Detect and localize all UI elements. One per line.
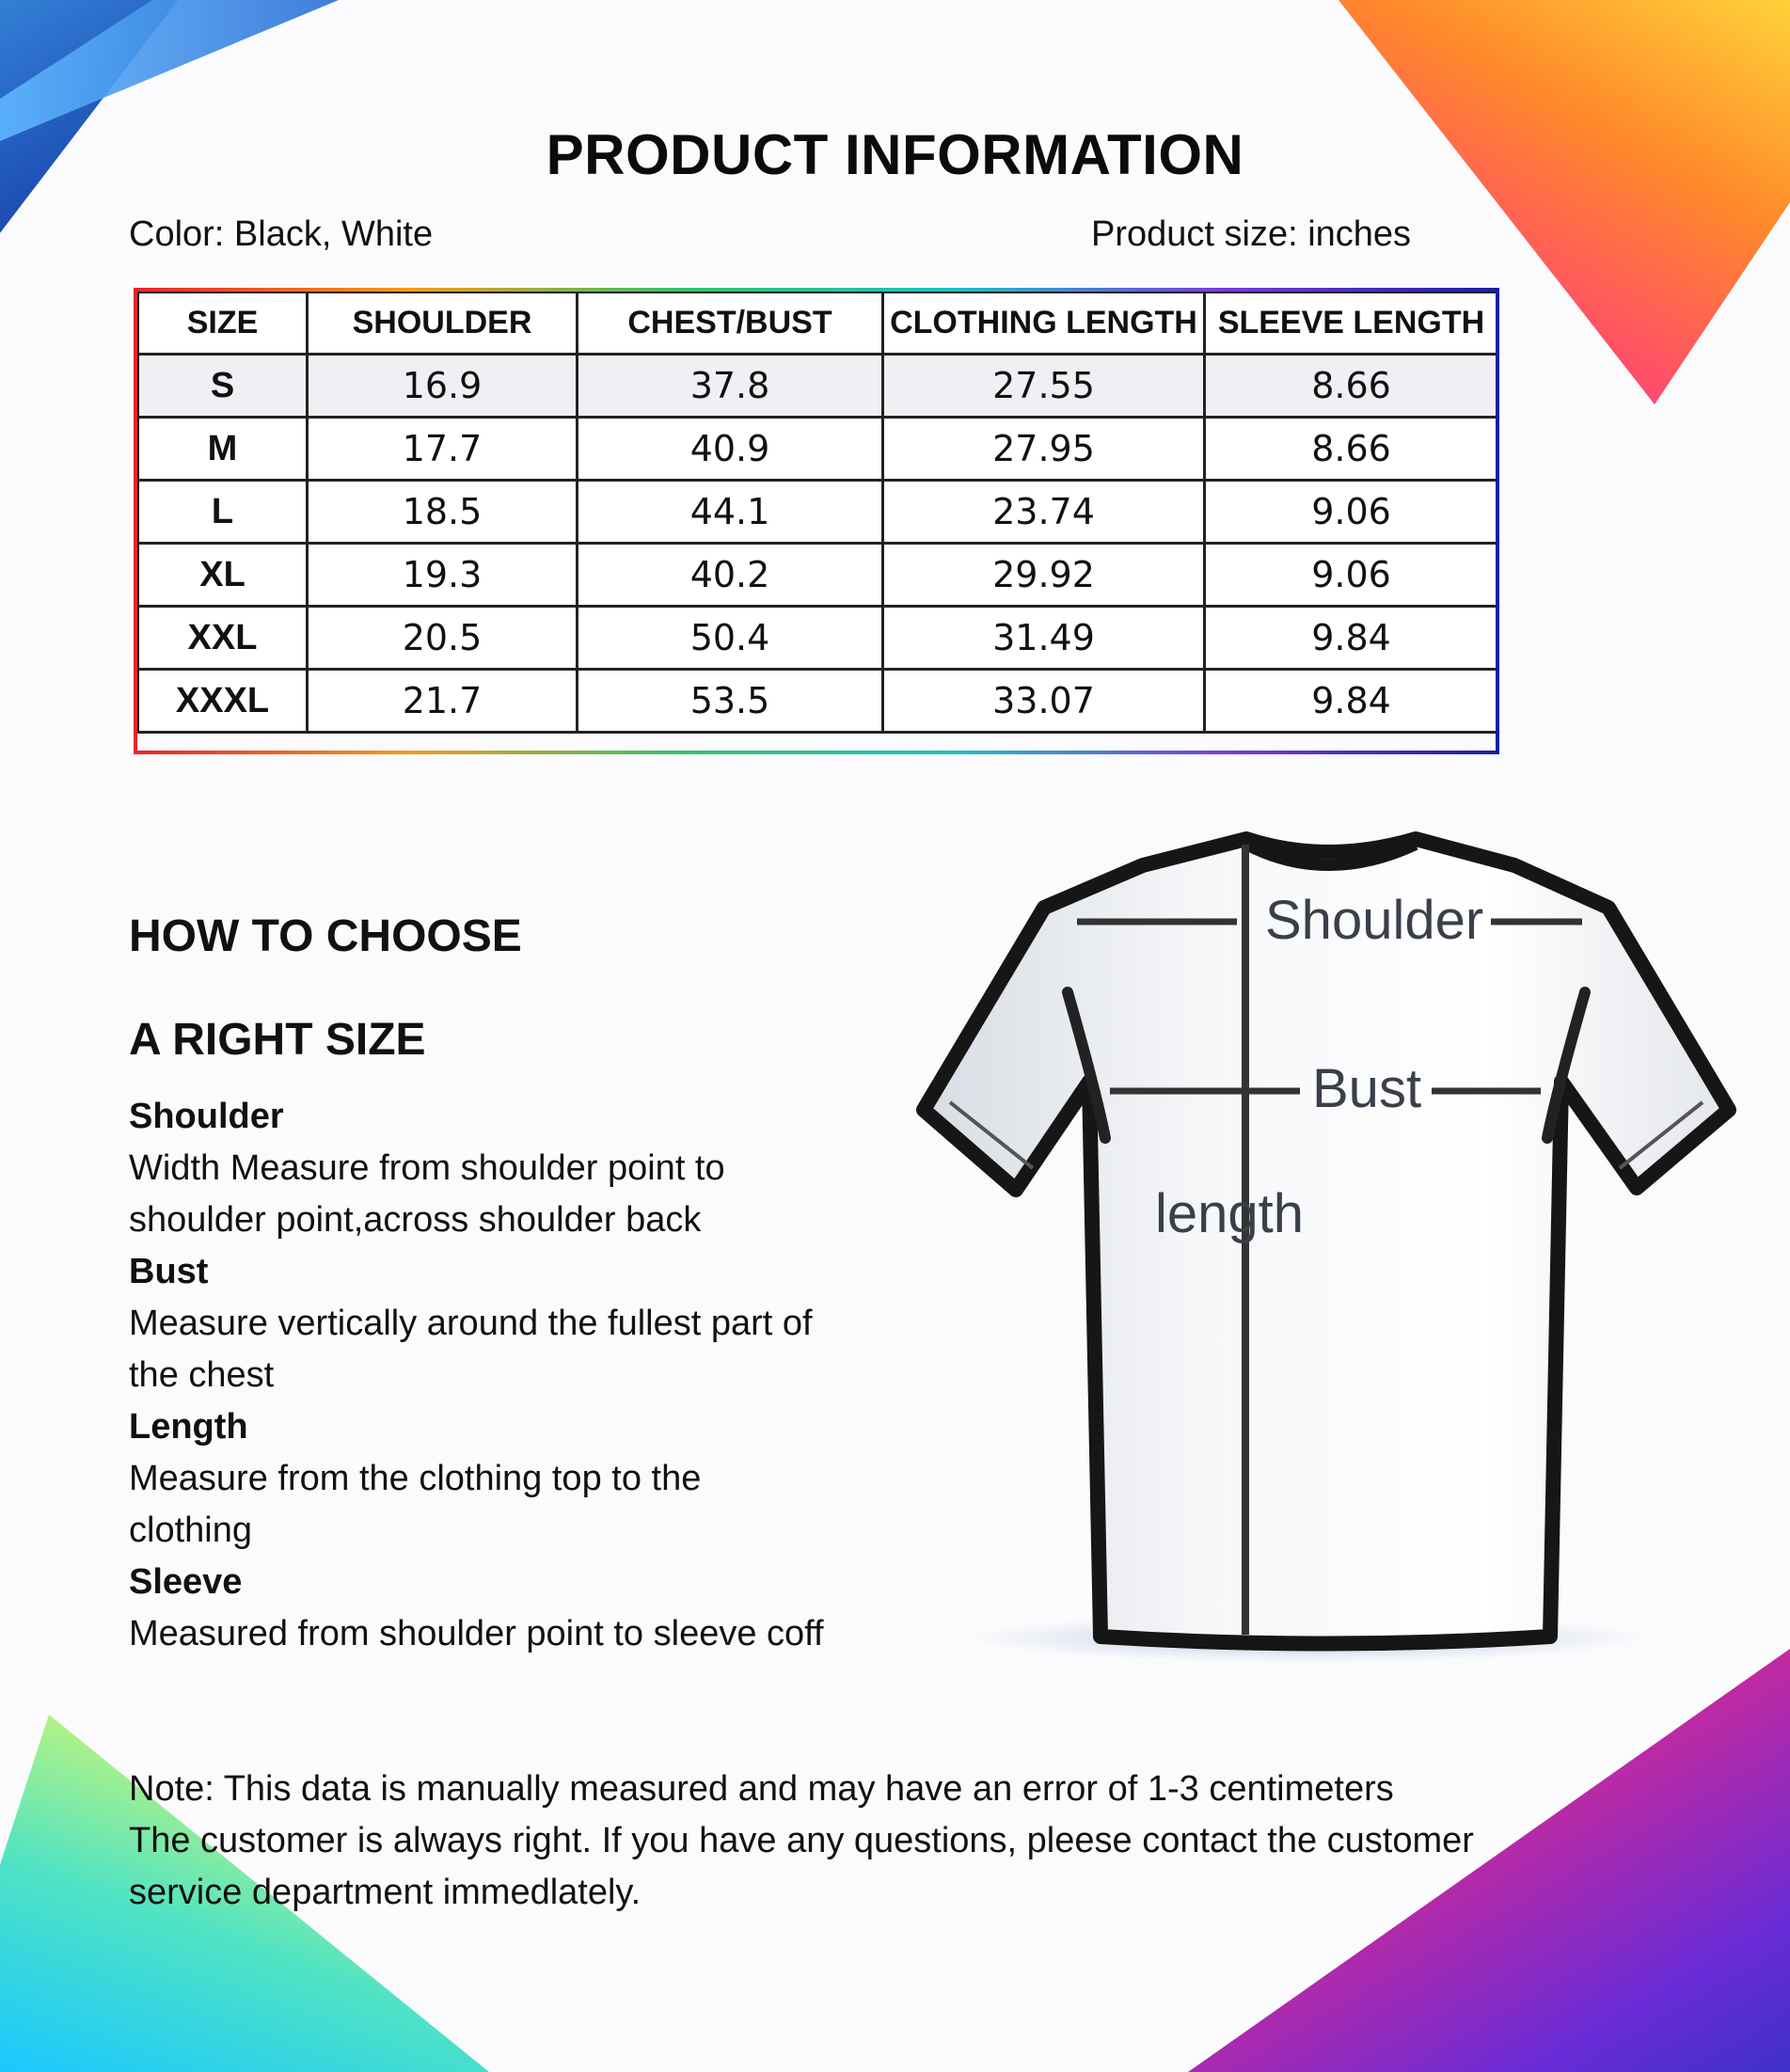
guide-desc-line: Measure from the clothing top to the: [129, 1459, 702, 1498]
table-row: [138, 607, 1498, 670]
cell-size: XL: [138, 544, 308, 607]
cell-chest: 50.4: [578, 607, 883, 670]
guide-term-shoulder: Shoulder: [129, 1097, 284, 1136]
guide-term-sleeve: Sleeve: [129, 1562, 243, 1602]
cell-size: XXXL: [138, 670, 308, 733]
cell-shoulder: 18.5: [308, 481, 578, 544]
guide-desc-line: Measured from shoulder point to sleeve coff: [129, 1614, 824, 1653]
guide-desc-line: the chest: [129, 1355, 275, 1395]
cell-size: L: [138, 481, 308, 544]
color-label: Color: Black, White: [129, 214, 434, 254]
bust-label: Bust: [1312, 1058, 1422, 1119]
cell-sleeve: 8.66: [1205, 418, 1498, 481]
cell-shoulder: 21.7: [308, 670, 578, 733]
cell-length: 27.55: [883, 355, 1205, 418]
page-title: PRODUCT INFORMATION: [546, 123, 1244, 186]
right-size-heading: A RIGHT SIZE: [129, 1015, 426, 1065]
cell-length: 23.74: [883, 481, 1205, 544]
cell-chest: 37.8: [578, 355, 883, 418]
cell-length: 33.07: [883, 670, 1205, 733]
header-shoulder: SHOULDER: [308, 293, 578, 355]
cell-size: M: [138, 418, 308, 481]
guide-desc-line: Measure vertically around the fullest part of: [129, 1304, 813, 1343]
guide-term-length: Length: [129, 1407, 248, 1447]
note-line: service department immedlately.: [129, 1873, 642, 1912]
cell-shoulder: 19.3: [308, 544, 578, 607]
guide-desc-line: shoulder point,across shoulder back: [129, 1200, 702, 1240]
cell-length: 29.92: [883, 544, 1205, 607]
shoulder-label: Shoulder: [1265, 890, 1484, 951]
header-chest-bust: CHEST/BUST: [578, 293, 883, 355]
cell-chest: 44.1: [578, 481, 883, 544]
cell-chest: 40.2: [578, 544, 883, 607]
header-size: SIZE: [138, 293, 308, 355]
note-section: [129, 1764, 1540, 1919]
table-row: [138, 418, 1498, 481]
table-header-row: [138, 293, 1498, 355]
cell-size: XXL: [138, 607, 308, 670]
cell-size: S: [138, 355, 308, 418]
table-row: [138, 481, 1498, 544]
guide-term-bust: Bust: [129, 1252, 209, 1291]
cell-length: 27.95: [883, 418, 1205, 481]
cell-chest: 40.9: [578, 418, 883, 481]
cell-sleeve: 8.66: [1205, 355, 1498, 418]
table-row: [138, 355, 1498, 418]
table-row: [138, 670, 1498, 733]
header-clothing-length: CLOTHING LENGTH: [883, 293, 1205, 355]
cell-sleeve: 9.06: [1205, 544, 1498, 607]
cell-chest: 53.5: [578, 670, 883, 733]
header-sleeve-length: SLEEVE LENGTH: [1205, 293, 1498, 355]
tshirt-body: [924, 839, 1729, 1644]
measurement-guide: [129, 1091, 900, 1660]
cell-sleeve: 9.06: [1205, 481, 1498, 544]
cell-shoulder: 20.5: [308, 607, 578, 670]
tshirt-diagram: [912, 828, 1740, 1665]
cell-shoulder: 17.7: [308, 418, 578, 481]
cell-shoulder: 16.9: [308, 355, 578, 418]
how-to-heading: HOW TO CHOOSE: [129, 911, 522, 961]
cell-sleeve: 9.84: [1205, 607, 1498, 670]
guide-desc-line: Width Measure from shoulder point to: [129, 1148, 725, 1188]
cell-sleeve: 9.84: [1205, 670, 1498, 733]
size-unit-label: Product size: inches: [1091, 214, 1412, 254]
guide-desc-line: clothing: [129, 1511, 252, 1550]
note-line: Note: This data is manually measured and may have an error of 1-3 centimeters: [129, 1769, 1394, 1809]
size-table: [136, 291, 1499, 734]
note-line: The customer is always right. If you have any questions, pleese contact the customer: [129, 1821, 1474, 1860]
table-row: [138, 544, 1498, 607]
cell-length: 31.49: [883, 607, 1205, 670]
length-label: length: [1155, 1183, 1305, 1244]
